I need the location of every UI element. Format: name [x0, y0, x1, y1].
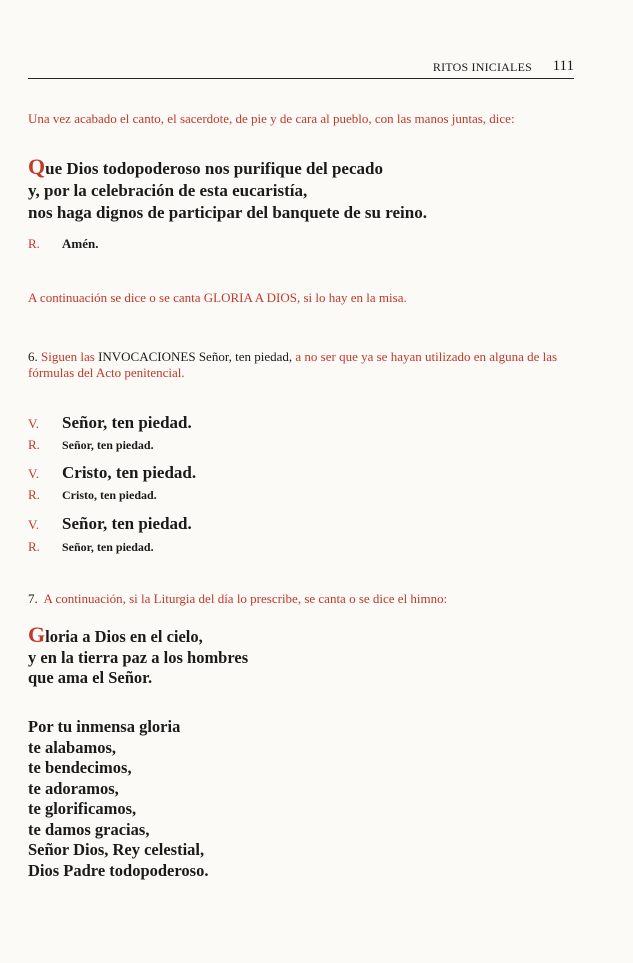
gloria-line: te alabamos, — [28, 737, 116, 757]
drop-initial: Q — [28, 154, 46, 179]
response-text: Amén. — [62, 236, 99, 251]
kyrie-line: V. Señor, ten piedad. — [28, 413, 192, 432]
drop-initial: G — [28, 622, 46, 647]
running-header — [28, 56, 574, 79]
kyrie-line: R. Señor, ten piedad. — [28, 539, 154, 554]
gloria-line: te bendecimos, — [28, 758, 132, 777]
kyrie-line: R. Cristo, ten piedad. — [28, 487, 157, 502]
gloria-stanza-2 — [28, 717, 588, 881]
absolution-line-1: Que Dios todopoderoso nos purifique del pecado — [28, 154, 383, 179]
kyrie-line: V. Señor, ten piedad. — [28, 514, 192, 533]
rubric-hymn: 7. A continuación, si la Liturgia del día lo prescribe, se canta o se dice el himno: — [28, 591, 448, 606]
gloria-line: Señor Dios, Rey celestial, — [28, 840, 205, 859]
rubric-intro: Una vez acabado el canto, el sacerdote, de pie y de cara al pueblo, con las manos juntas, dice: — [28, 111, 515, 126]
rubric-invocations: 6. Siguen las INVOCACIONES Señor, ten piedad, a no ser que ya se hayan utilizado en alguna de las fórmulas del Acto penitencial. — [28, 349, 558, 380]
page-number: 111 — [552, 58, 574, 74]
gloria-line: Gloria a Dios en el cielo, — [28, 622, 203, 647]
gloria-line: te adoramos, — [28, 778, 119, 798]
section-title: RITOS INICIALES — [432, 60, 532, 74]
gloria-line: te glorificamos, — [28, 799, 137, 818]
rubric-gloria: A continuación se dice o se canta GLORIA A DIOS, si lo hay en la misa. — [28, 290, 407, 305]
kyrie-line: V. Cristo, ten piedad. — [28, 463, 197, 482]
gloria-stanza-1 — [28, 622, 588, 689]
gloria-line: Dios Padre todopoderoso. — [28, 860, 209, 880]
absolution-line-3: nos haga dignos de participar del banquete de su reino. — [28, 203, 427, 222]
response-symbol: R. — [28, 236, 40, 251]
gloria-line: que ama el Señor. — [28, 668, 153, 687]
absolution-line-2: y, por la celebración de esta eucaristía, — [28, 181, 308, 200]
gloria-line: te damos gracias, — [28, 819, 150, 839]
gloria-line: Por tu inmensa gloria — [28, 717, 181, 736]
kyrie-line: R. Señor, ten piedad. — [28, 437, 154, 452]
absolution-prayer — [28, 156, 588, 224]
response-amen — [28, 236, 98, 252]
gloria-line: y en la tierra paz a los hombres — [28, 647, 249, 667]
